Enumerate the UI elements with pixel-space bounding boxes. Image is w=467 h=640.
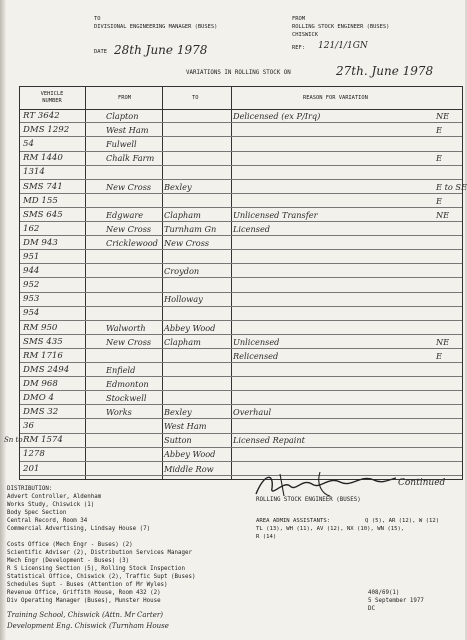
reason-cell: Licensed: [233, 223, 271, 234]
reason-cell: [233, 293, 433, 305]
from-cell: [106, 420, 162, 432]
to-cell: Clapham: [164, 209, 201, 220]
from-cell: [106, 251, 162, 263]
to-cell: Turnham Gn: [164, 223, 217, 234]
distribution-hand-line-1: Training School, Chiswick (Attn. Mr Carter): [7, 611, 163, 619]
table-row: [20, 322, 462, 335]
variations-table: [19, 86, 467, 480]
vehicle-number-cell: SMS 645: [23, 209, 63, 220]
code-cell: [436, 322, 462, 334]
continued-note: Continued: [398, 478, 446, 488]
to-cell: [164, 350, 230, 362]
distribution-line: Revenue Office, Griffith House, Room 432 (2): [7, 590, 161, 596]
table-row: [20, 110, 462, 123]
from-cell: Stockwell: [106, 393, 147, 403]
to-label: TO: [94, 16, 101, 22]
code-cell: [436, 448, 462, 460]
to-cell: [164, 138, 230, 150]
code-cell: [436, 166, 462, 178]
to-cell: Abbey Wood: [164, 449, 216, 460]
code-cell: [436, 279, 462, 291]
vehicle-number-cell: DM 943: [23, 237, 58, 248]
code-cell: NE: [436, 336, 450, 347]
table-row: [20, 293, 462, 306]
from-cell: [106, 307, 162, 319]
reason-cell: [233, 420, 433, 432]
table-row: [20, 166, 462, 179]
code-cell: E: [436, 125, 442, 136]
reason-cell: [233, 378, 433, 390]
code-cell: [436, 434, 462, 446]
reason-cell: Overhaul: [233, 407, 272, 418]
from-cell: [106, 166, 162, 178]
distribution-line: Statistical Office, Chiswick (2), Traffic Supt (Buses): [7, 574, 196, 580]
from-cell: [106, 195, 162, 207]
distribution-line: Works Study, Chiswick (1): [7, 502, 95, 508]
to-cell: [164, 152, 230, 164]
table-row: [20, 364, 462, 377]
from-cell: [106, 434, 162, 446]
table-row: [20, 265, 462, 278]
distribution-line: Commercial Advertising, Lindsay House (7): [7, 526, 151, 532]
to-cell: [164, 279, 230, 291]
reason-cell: [233, 265, 433, 277]
distribution-line: Body Spec Section: [7, 510, 67, 516]
variations-label: VARIATIONS IN ROLLING STOCK ON: [186, 70, 291, 76]
table-row: [20, 279, 462, 292]
variations-date: 27th. June 1978: [336, 64, 434, 78]
to-cell: Holloway: [164, 294, 203, 305]
to-cell: Croydon: [164, 266, 200, 277]
table-row: [20, 350, 462, 363]
reason-cell: Unlicensed Transfer: [233, 209, 318, 220]
to-cell: [164, 195, 230, 207]
reason-cell: [233, 152, 433, 164]
table-row: [20, 209, 462, 222]
to-cell: Middle Row: [164, 463, 214, 474]
code-cell: NE: [436, 209, 450, 220]
table-row: [20, 448, 462, 461]
signature-title: ROLLING STOCK ENGINEER (BUSES): [256, 497, 361, 503]
code-cell: [436, 406, 462, 418]
code-cell: E: [436, 153, 442, 164]
vehicle-number-cell: MD 155: [23, 195, 58, 206]
header-to: TO: [192, 95, 199, 101]
code-cell: [436, 420, 462, 432]
from-cell: Walworth: [106, 322, 146, 333]
vehicle-number-cell: RT 3642: [23, 111, 60, 121]
footer-code: DC: [368, 606, 375, 612]
table-row: [20, 138, 462, 151]
vehicle-number-cell: 951: [23, 252, 40, 262]
vehicle-number-cell: 953: [23, 294, 40, 305]
distribution-line: Advert Controller, Aldenham: [7, 494, 102, 500]
table-row: [20, 406, 462, 419]
from-cell: Works: [106, 407, 132, 418]
table-row: [20, 434, 462, 447]
from-cell: [106, 265, 162, 277]
code-cell: [436, 364, 462, 376]
footer-ref: 408/69(1): [368, 590, 400, 596]
to-cell: [164, 110, 230, 122]
to-cell: Clapham: [164, 336, 201, 347]
reason-cell: [233, 251, 433, 263]
vehicle-number-cell: 1278: [23, 449, 45, 460]
footer-date: 5 September 1977: [368, 598, 424, 604]
code-cell: [436, 392, 462, 404]
table-row: [20, 420, 462, 433]
table-row: [20, 336, 462, 349]
vehicle-number-cell: SMS 435: [23, 336, 63, 347]
vehicle-number-cell: DMO 4: [23, 393, 54, 403]
reason-cell: [233, 124, 433, 136]
code-cell: [436, 265, 462, 277]
vehicle-number-cell: 54: [23, 139, 34, 150]
distribution-line: Div Operating Manager (Buses), Munster House: [7, 598, 161, 604]
vehicle-number-cell: DMS 1292: [23, 125, 70, 136]
distribution-line: Schedules Supt - Buses (Attention of Mr Wyles): [7, 582, 168, 588]
code-cell: E: [436, 350, 442, 361]
header-reason: REASON FOR VARIATION: [303, 95, 368, 101]
reason-cell: [233, 392, 433, 404]
code-cell: [436, 138, 462, 150]
reason-cell: [233, 364, 433, 376]
to-cell: Bexley: [164, 407, 192, 418]
table-row: [20, 378, 462, 391]
reason-cell: [233, 166, 433, 178]
reason-cell: Unlicensed: [233, 336, 280, 347]
to-cell: New Cross: [164, 237, 210, 248]
vehicle-number-cell: 36: [23, 421, 34, 432]
table-row: [20, 124, 462, 137]
margin-note: Sn to: [4, 436, 23, 444]
table-row: [20, 307, 462, 320]
vehicle-number-cell: RM 1440: [23, 153, 63, 164]
vehicle-number-cell: 954: [23, 308, 40, 319]
from-cell: [106, 463, 162, 475]
table-row: [20, 223, 462, 236]
reason-cell: [233, 181, 433, 193]
table-header: [20, 87, 462, 110]
code-cell: [436, 378, 462, 390]
table-row: [20, 251, 462, 264]
to-cell: [164, 251, 230, 263]
ref-label: REF:: [292, 45, 305, 51]
from-cell: New Cross: [106, 223, 152, 234]
from-cell: West Ham: [106, 125, 149, 136]
to-cell: [164, 166, 230, 178]
to-cell: [164, 378, 230, 390]
from-cell: [106, 448, 162, 460]
table-row: [20, 237, 462, 250]
from-cell: Cricklewood: [106, 237, 158, 248]
from-label: FROM: [292, 16, 305, 22]
vehicle-number-cell: 944: [23, 266, 40, 277]
reason-cell: [233, 322, 433, 334]
to-cell: [164, 392, 230, 404]
from-cell: Clapton: [106, 111, 139, 121]
distribution-line: Costs Office (Mech Engr - Buses) (2): [7, 542, 133, 548]
code-cell: E to SE: [436, 181, 467, 192]
code-cell: E: [436, 195, 442, 206]
to-value: DIVISIONAL ENGINEERING MANAGER (BUSES): [94, 24, 218, 30]
vehicle-number-cell: 201: [23, 463, 40, 474]
reason-cell: [233, 307, 433, 319]
distribution-hand-line-2: Development Eng. Chiswick (Turnham House: [7, 622, 169, 630]
reason-cell: Licensed Repaint: [233, 435, 305, 446]
vehicle-number-cell: DM 968: [23, 378, 58, 389]
date-label: DATE: [94, 49, 107, 55]
code-cell: [436, 463, 462, 475]
reason-cell: Relicensed: [233, 350, 279, 361]
vehicle-number-cell: DMS 2494: [23, 364, 70, 375]
from-cell: Chalk Farm: [106, 153, 155, 164]
area-line-1: Q (5), AR (12), W (12): [365, 518, 440, 524]
to-cell: Sutton: [164, 435, 192, 446]
vehicle-number-cell: 1314: [23, 167, 45, 178]
reason-cell: [233, 195, 433, 207]
to-cell: [164, 364, 230, 376]
code-cell: NE: [436, 111, 450, 121]
vehicle-number-cell: 952: [23, 280, 40, 291]
reason-cell: [233, 138, 433, 150]
vehicle-number-cell: 162: [23, 223, 40, 234]
reason-cell: Delicensed (ex P/Irq): [233, 111, 321, 121]
reason-cell: [233, 237, 433, 249]
table-row: [20, 392, 462, 405]
distribution-line: R S Licensing Section (5), Rolling Stock Inspection: [7, 566, 185, 572]
to-cell: [164, 307, 230, 319]
vehicle-number-cell: DMS 32: [23, 407, 59, 418]
distribution-line: Mech Engr (Development - Buses) (3): [7, 558, 130, 564]
code-cell: [436, 307, 462, 319]
code-cell: [436, 293, 462, 305]
from-value-1: ROLLING STOCK ENGINEER (BUSES): [292, 24, 390, 30]
from-cell: [106, 279, 162, 291]
from-cell: Edmonton: [106, 378, 149, 389]
vehicle-number-cell: RM 1716: [23, 350, 63, 361]
from-cell: Edgware: [106, 209, 144, 220]
from-cell: New Cross: [106, 336, 152, 347]
header-vehicle: VEHICLE NUMBER: [40, 91, 64, 104]
reason-cell: [233, 448, 433, 460]
to-cell: [164, 124, 230, 136]
area-line-2: TL (13), WH (11), AV (12), NX (10), WN (15),: [256, 526, 405, 532]
vehicle-number-cell: RM 950: [23, 322, 58, 333]
reason-cell: [233, 279, 433, 291]
to-cell: Bexley: [164, 181, 192, 192]
from-cell: Fulwell: [106, 139, 137, 150]
date-value: 28th June 1978: [114, 43, 208, 57]
distribution-line: Central Record, Room 34: [7, 518, 88, 524]
table-row: [20, 152, 462, 165]
distribution-title: DISTRIBUTION:: [7, 486, 53, 492]
header-from: FROM: [118, 95, 131, 101]
from-cell: [106, 350, 162, 362]
code-cell: [436, 251, 462, 263]
code-cell: [436, 237, 462, 249]
table-row: [20, 181, 467, 194]
from-cell: [106, 293, 162, 305]
area-line-3: R (14): [256, 534, 277, 540]
distribution-line: Scientific Adviser (2), Distribution Services Manager: [7, 550, 192, 556]
to-cell: Abbey Wood: [164, 322, 216, 333]
vehicle-number-cell: SMS 741: [23, 181, 63, 192]
vehicle-number-cell: RM 1574: [23, 435, 63, 446]
scan-edge: [0, 0, 6, 640]
code-cell: [436, 223, 462, 235]
from-cell: Enfield: [106, 364, 136, 375]
from-cell: New Cross: [106, 181, 152, 192]
to-cell: West Ham: [164, 421, 207, 432]
area-label: AREA ADMIN ASSISTANTS:: [256, 518, 331, 524]
ref-value: 121/1/1GN: [318, 41, 368, 51]
from-value-2: CHISWICK: [292, 32, 318, 38]
table-row: [20, 195, 462, 208]
